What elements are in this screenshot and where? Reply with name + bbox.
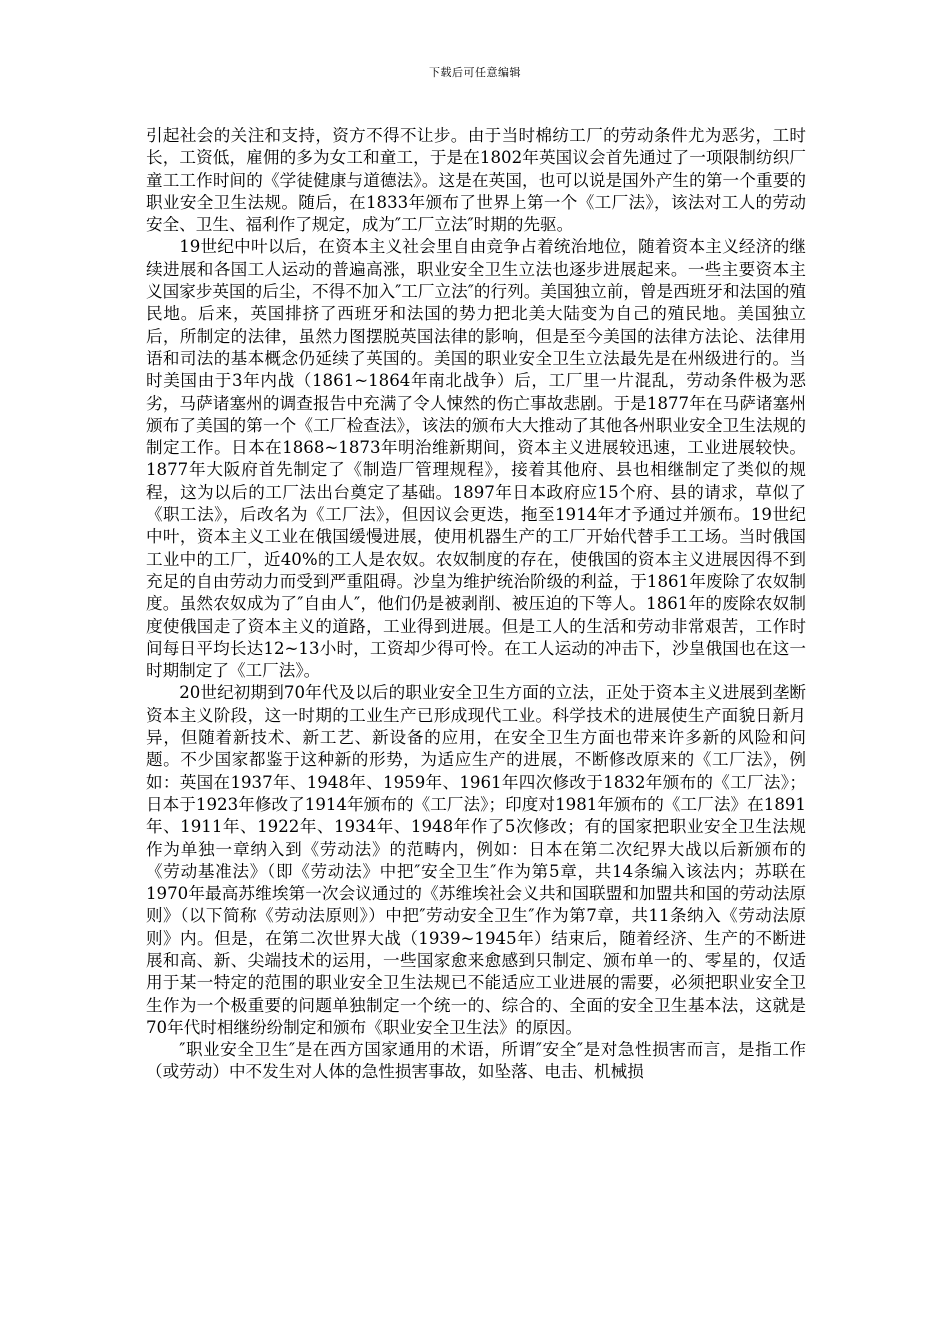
paragraph: 引起社会的关注和支持，资方不得不让步。由于当时棉纺工厂的劳动条件尤为恶劣，工时长，工资低，雇佣的多为女工和童工，于是在1802年英国议会首先通过了一项限制纺织厂童工工作时间的《学徒健康与道德法》。这是在英国，也可以说是国外产生的第一个重要的职业安全卫生法规。随后，在1833年颁布了世界上第一个《工厂法》，该法对工人的劳动安全、卫生、福利作了规定，成为″工厂立法″时期的先驱。 (146, 126, 806, 235)
page-header: 下载后可任意编辑 (429, 66, 521, 79)
paragraph: 19世纪中叶以后，在资本主义社会里自由竞争占着统治地位，随着资本主义经济的继续进展和各国工人运动的普遍高涨，职业安全卫生立法也逐步进展起来。一些主要资本主义国家步英国的后尘，不得不加入″工厂立法″的行列。美国独立前，曾是西班牙和法国的殖民地。后来，英国排挤了西班牙和法国的势力把北美大陆变为自己的殖民地。美国独立后，所制定的法律，虽然力图摆脱英国法律的影响，但是至今美国的法律方法论、法律用语和司法的基本概念仍延续了英国的。美国的职业安全卫生立法最先是在州级进行的。当时美国由于3年内战（1861~1864年南北战争）后，工厂里一片混乱，劳动条件极为恶劣，马萨诸塞州的调查报告中充满了令人悚然的伤亡事故悲剧。于是1877年在马萨诸塞州颁布了美国的第一个《工厂检查法》，该法的颁布大大推动了其他各州职业安全卫生法规的制定工作。日本在1868~1873年明治维新期间，资本主义进展较迅速，工业进展较快。1877年大阪府首先制定了《制造厂管理规程》，接着其他府、县也相继制定了类似的规程，这为以后的工厂法出台奠定了基础。1897年日本政府应15个府、县的请求，草似了《职工法》，后改名为《工厂法》，但因议会更迭，拖至1914年才予通过并颁布。19世纪中叶，资本主义工业在俄国缓慢进展，使用机器生产的工厂开始代替手工工场。当时俄国工业中的工厂，近40%的工人是农奴。农奴制度的存在，使俄国的资本主义进展因得不到充足的自由劳动力而受到严重阻碍。沙皇为维护统治阶级的利益，于1861年废除了农奴制度。虽然农奴成为了″自由人″，他们仍是被剥削、被压迫的下等人。1861年的废除农奴制度使俄国走了资本主义的道路，工业得到进展。但是工人的生活和劳动非常艰苦，工作时间每日平均长达12~13小时，工资却少得可怜。在工人运动的冲击下，沙皇俄国也在这一时期制定了《工厂法》。 (146, 237, 806, 681)
document-body (146, 125, 806, 1084)
paragraph: ″职业安全卫生″是在西方国家通用的术语，所谓″安全″是对急性损害而言，是指工作（或劳动）中不发生对人体的急性损害事故，如坠落、电击、机械损 (146, 1040, 806, 1082)
paragraph: 20世纪初期到70年代及以后的职业安全卫生方面的立法，正处于资本主义进展到垄断资本主义阶段，这一时期的工业生产已形成现代工业。科学技术的进展使生产面貌日新月异，但随着新技术、新工艺、新设备的应用，在安全卫生方面也带来许多新的风险和问题。不少国家都鉴于这种新的形势，为适应生产的进展，不断修改原来的《工厂法》，例如：英国在1937年、1948年、1959年、1961年四次修改于1832年颁布的《工厂法》；日本于1923年修改了1914年颁布的《工厂法》；印度对1981年颁布的《工厂法》在1891年、1911年、1922年、1934年、1948年作了5次修改；有的国家把职业安全卫生法规作为单独一章纳入到《劳动法》的范畴内，例如：日本在第二次纪界大战以后新颁布的《劳动基准法》（即《劳动法》中把″安全卫生″作为第5章，共14条编入该法内；苏联在1970年最高苏维埃第一次会议通过的《苏维埃社会义共和国联盟和加盟共和国的劳动法原则》（以下简称《劳动法原则》）中把″劳动安全卫生″作为第7章，共11条纳入《劳动法原则》内。但是，在第二次世界大战（1939~1945年）结束后，随着经济、生产的不断进展和高、新、尖端技术的运用，一些国家愈来愈感到只制定、颁布单一的、零星的，仅适用于某一特定的范围的职业安全卫生法规已不能适应工业进展的需要，必须把职业安全卫生作为一个极重要的问题单独制定一个统一的、综合的、全面的安全卫生基本法，这就是70年代时相继纷纷制定和颁布《职业安全卫生法》的原因。 (146, 683, 806, 1037)
